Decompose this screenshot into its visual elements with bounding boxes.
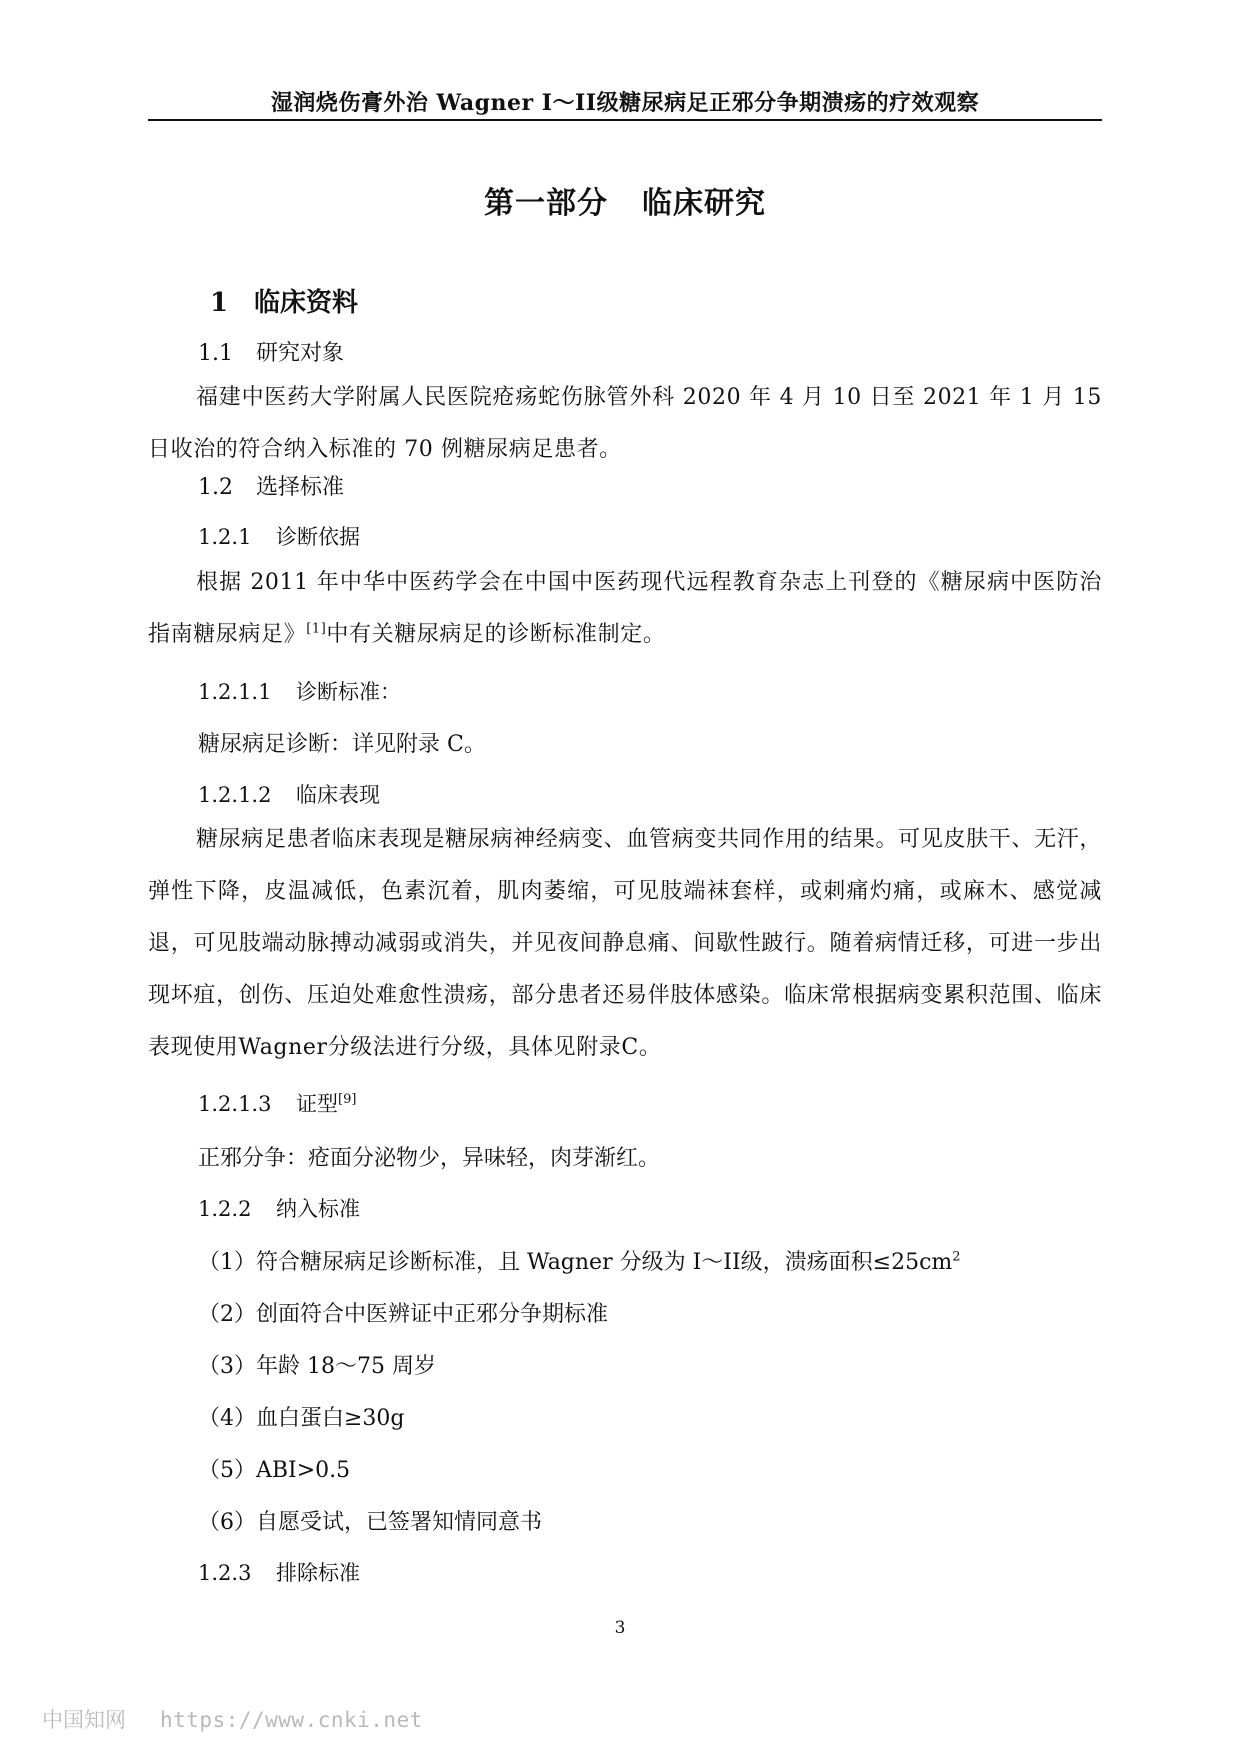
section-1-2-1-heading xyxy=(198,521,360,551)
running-header: 湿润烧伤膏外治 Wagner I～II级糖尿病足正邪分争期溃疡的疗效观察 xyxy=(270,90,980,116)
section-1-2-1-1-title: 诊断标准： xyxy=(296,680,401,704)
inclusion-item xyxy=(198,1245,961,1276)
section-1-2-3-heading xyxy=(198,1557,360,1587)
section-1-2-3-number: 1.2.3 xyxy=(198,1561,252,1585)
diagnosis-standard-text: 糖尿病足诊断：详见附录 C。 xyxy=(198,732,486,757)
section-1-2-2-heading xyxy=(198,1193,360,1223)
section-1-2-1-1-heading xyxy=(198,676,401,706)
clinical-manifestation-paragraph: 糖尿病足患者临床表现是糖尿病神经病变、血管病变共同作用的结果。可见皮肤干、无汗，弹性下降，皮温减低，色素沉着，肌肉萎缩，可见肢端袜套样，或刺痛灼痛，或麻木、感觉减退，可见肢端动脉搏动减弱或消失，并见夜间静息痛、间歇性跛行。随着病情迁移，可进一步出现坏疽，创伤、压迫处难愈性溃疡，部分患者还易伴肢体感染。临床常根据病变累积范围、临床表现使用Wagner分级法进行分级，具体见附录C。 xyxy=(148,827,1102,1060)
section-1-title: 临床资料 xyxy=(254,288,359,318)
watermark-brand: 中国知网 xyxy=(42,1708,126,1732)
syndrome-type-text: 正邪分争：疮面分泌物少，异味轻，肉芽渐红。 xyxy=(198,1146,661,1171)
section-1-2-2-number: 1.2.2 xyxy=(198,1197,252,1221)
section-1-1-paragraph: 福建中医药大学附属人民医院疮疡蛇伤脉管外科 2020 年 4 月 10 日至 2021 年 1 月 15 日收治的符合纳入标准的 70 例糖尿病足患者。 xyxy=(148,385,1102,462)
inclusion-item-text: （1）符合糖尿病足诊断标准，且 Wagner 分级为 I～II级，溃疡面积≤25cm xyxy=(198,1250,953,1275)
part-title-text: 临床研究 xyxy=(642,186,766,221)
page-number: 3 xyxy=(614,1618,626,1638)
section-1-2-1-1-number: 1.2.1.1 xyxy=(198,680,272,704)
section-1-1-title: 研究对象 xyxy=(256,341,345,366)
area-unit-superscript: 2 xyxy=(952,1249,961,1265)
section-1-2-1-2-number: 1.2.1.2 xyxy=(198,783,272,807)
citation-9: [9] xyxy=(338,1092,357,1107)
section-1-heading xyxy=(210,282,358,319)
section-1-2-1-title: 诊断依据 xyxy=(276,525,360,549)
cnki-watermark xyxy=(42,1704,423,1734)
header-rule xyxy=(148,119,1102,121)
section-1-2-1-3-number: 1.2.1.3 xyxy=(198,1092,272,1116)
section-1-2-1-paragraph xyxy=(148,557,1102,661)
section-1-1-number: 1.1 xyxy=(198,341,233,366)
section-1-1-heading xyxy=(198,336,344,367)
inclusion-item: （5）ABI>0.5 xyxy=(198,1458,351,1483)
watermark-url: https://www.cnki.net xyxy=(160,1708,423,1732)
section-1-2-title: 选择标准 xyxy=(256,475,345,500)
diagnosis-basis-text-end: 中有关糖尿病足的诊断标准制定。 xyxy=(326,622,666,647)
section-1-2-1-3-title: 证型 xyxy=(296,1092,338,1116)
inclusion-item: （6）自愿受试，已签署知情同意书 xyxy=(198,1510,542,1535)
part-title xyxy=(148,178,1102,222)
section-1-2-number: 1.2 xyxy=(198,475,233,500)
inclusion-item: （4）血白蛋白≥30g xyxy=(198,1406,405,1431)
inclusion-item: （2）创面符合中医辨证中正邪分争期标准 xyxy=(198,1302,608,1327)
part-title-number: 第一部分 xyxy=(484,186,608,221)
citation-1: [1] xyxy=(306,621,327,637)
section-1-number: 1 xyxy=(210,288,229,318)
section-1-2-heading xyxy=(198,470,344,501)
section-1-2-1-2-heading xyxy=(198,779,380,809)
section-1-2-1-2-title: 临床表现 xyxy=(296,783,380,807)
section-1-2-1-number: 1.2.1 xyxy=(198,525,252,549)
diagnosis-basis-text: 根据 2011 年中华中医药学会在中国中医药现代远程教育杂志上刊登的《糖尿病中医防治指南糖尿病足》 xyxy=(148,570,1102,647)
section-1-2-3-title: 排除标准 xyxy=(276,1561,360,1585)
inclusion-item: （3）年龄 18～75 周岁 xyxy=(198,1354,436,1379)
section-1-2-2-title: 纳入标准 xyxy=(276,1197,360,1221)
section-1-2-1-3-heading xyxy=(198,1088,356,1118)
